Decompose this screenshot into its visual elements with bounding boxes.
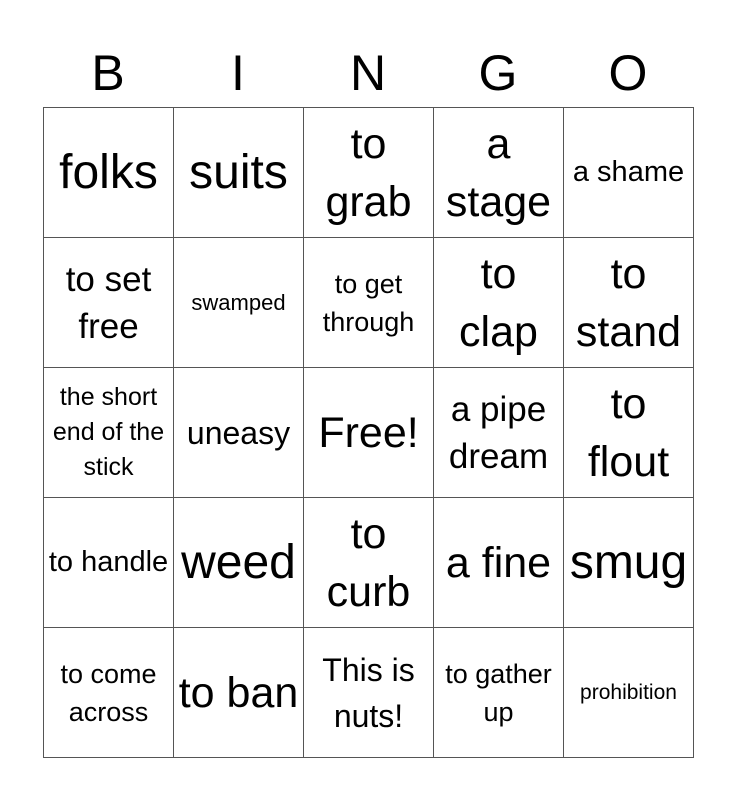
cell-text: prohibition (580, 680, 677, 704)
bingo-cell[interactable] (304, 628, 434, 758)
cell-text: swamped (191, 289, 286, 315)
bingo-cell[interactable] (174, 498, 304, 628)
bingo-cell[interactable] (564, 108, 694, 238)
bingo-cell[interactable] (304, 498, 434, 628)
bingo-cell[interactable] (174, 628, 304, 758)
cell-text: This is nuts! (322, 651, 415, 734)
bingo-cell[interactable] (434, 108, 564, 238)
cell-text: to stand (575, 249, 682, 356)
bingo-header (43, 40, 693, 106)
bingo-board (43, 107, 694, 758)
bingo-cell[interactable] (44, 238, 174, 368)
bingo-cell[interactable] (44, 108, 174, 238)
bingo-cell[interactable] (174, 368, 304, 498)
free-space[interactable] (304, 368, 434, 498)
bingo-cell[interactable] (434, 498, 564, 628)
bingo-cell[interactable] (434, 238, 564, 368)
bingo-cell[interactable] (564, 368, 694, 498)
cell-text: folks (59, 145, 158, 199)
bingo-cell[interactable] (44, 368, 174, 498)
bingo-cell[interactable] (434, 628, 564, 758)
bingo-cell[interactable] (44, 628, 174, 758)
cell-text: to handle (48, 546, 169, 578)
cell-text: to come across (60, 658, 157, 727)
bingo-cell[interactable] (434, 368, 564, 498)
cell-text: uneasy (186, 414, 291, 451)
bingo-cell[interactable] (304, 238, 434, 368)
cell-text: weed (181, 535, 296, 589)
cell-text: a fine (445, 538, 552, 587)
cell-text: to gather up (445, 658, 552, 727)
cell-text: to set free (65, 259, 152, 346)
cell-text: a shame (572, 156, 685, 188)
header-letter-n: N (349, 45, 387, 101)
cell-text: to get through (322, 268, 415, 337)
cell-text: to curb (326, 509, 411, 616)
cell-text: to grab (325, 119, 412, 226)
cell-text: Free! (318, 408, 419, 457)
bingo-cell[interactable] (174, 238, 304, 368)
header-letter-g: G (478, 45, 518, 101)
bingo-cell[interactable] (564, 498, 694, 628)
header-letter-i: I (231, 45, 245, 101)
bingo-cell[interactable] (564, 238, 694, 368)
cell-text: smug (569, 535, 688, 589)
cell-text: to clap (459, 249, 538, 356)
bingo-cell[interactable] (304, 108, 434, 238)
cell-text: a pipe dream (448, 389, 549, 476)
cell-text: the short end of the stick (52, 383, 165, 481)
cell-text: suits (189, 145, 288, 199)
cell-text: to ban (178, 668, 299, 717)
cell-text: to flout (587, 379, 670, 486)
header-letter-b: B (91, 45, 125, 101)
cell-text: a stage (445, 119, 552, 226)
header-letter-o: O (608, 45, 648, 101)
bingo-cell[interactable] (564, 628, 694, 758)
bingo-cell[interactable] (44, 498, 174, 628)
bingo-cell[interactable] (174, 108, 304, 238)
